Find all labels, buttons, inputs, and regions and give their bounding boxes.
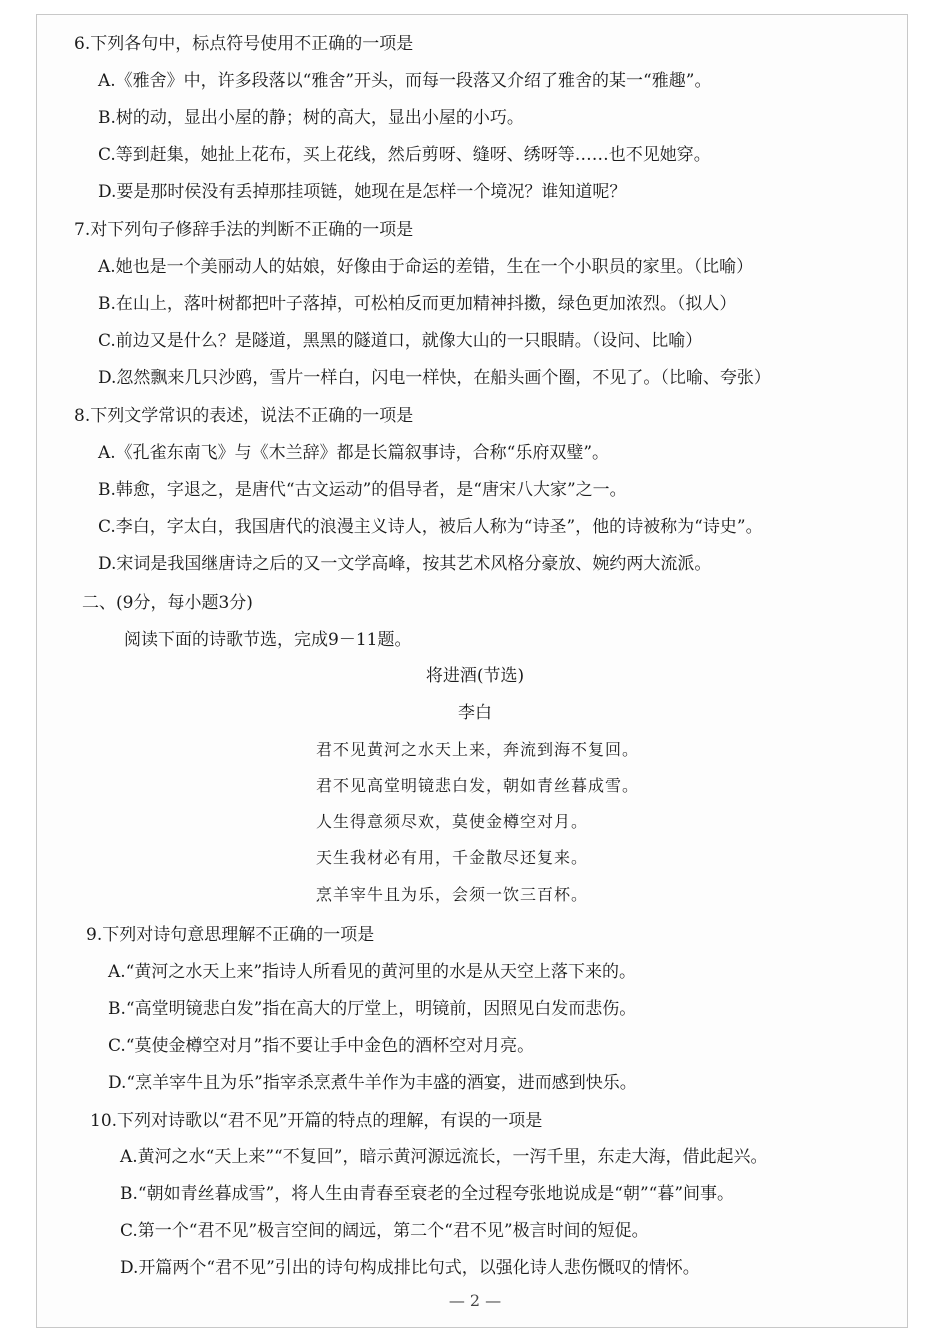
question-8-stem: 8.下列文学常识的表述，说法不正确的一项是 (74, 406, 414, 426)
question-9-option-a: A.“黄河之水天上来”指诗人所看见的黄河里的水是从天空上落下来的。 (108, 962, 637, 982)
page-number: — 2 — (448, 1291, 502, 1310)
question-7-option-c: C.前边又是什么？是隧道，黑黑的隧道口，就像大山的一只眼睛。（设问、比喻） (98, 331, 703, 351)
section-2-instruction: 阅读下面的诗歌节选，完成9－11题。 (124, 630, 412, 650)
poem-line: 烹羊宰牛且为乐，会须一饮三百杯。 (316, 885, 589, 904)
question-7-option-b: B.在山上，落叶树都把叶子落掉，可松柏反而更加精神抖擞，绿色更加浓烈。（拟人） (98, 294, 737, 314)
question-10-stem: 10.下列对诗歌以“君不见”开篇的特点的理解，有误的一项是 (90, 1111, 543, 1131)
question-9-stem: 9.下列对诗句意思理解不正确的一项是 (86, 925, 375, 945)
poem-line: 君不见高堂明镜悲白发，朝如青丝暮成雪。 (316, 776, 640, 795)
section-2-heading: 二、(9分，每小题3分) (82, 593, 253, 613)
question-9-option-b: B.“高堂明镜悲白发”指在高大的厅堂上，明镜前，因照见白发而悲伤。 (108, 999, 637, 1019)
question-7-stem: 7.对下列句子修辞手法的判断不正确的一项是 (74, 220, 414, 240)
question-6-option-c: C.等到赶集，她扯上花布，买上花线，然后剪呀、缝呀、绣呀等……也不见她穿。 (98, 145, 711, 165)
poem-title: 将进酒(节选) (425, 666, 525, 686)
question-8-option-a: A.《孔雀东南飞》与《木兰辞》都是长篇叙事诗，合称“乐府双璧”。 (98, 443, 610, 463)
question-6-option-d: D.要是那时侯没有丢掉那挂项链，她现在是怎样一个境况？谁知道呢？ (98, 182, 627, 202)
question-8-option-b: B.韩愈，字退之，是唐代“古文运动”的倡导者，是“唐宋八大家”之一。 (98, 480, 627, 500)
question-10-option-b: B.“朝如青丝暮成雪”，将人生由青春至衰老的全过程夸张地说成是“朝”“暮”间事。 (120, 1184, 735, 1204)
poem-author: 李白 (458, 703, 492, 723)
question-10-option-c: C.第一个“君不见”极言空间的阔远，第二个“君不见”极言时间的短促。 (120, 1221, 649, 1241)
poem-line: 人生得意须尽欢，莫使金樽空对月。 (316, 812, 589, 831)
poem-line: 天生我材必有用，千金散尽还复来。 (316, 848, 589, 867)
question-7-option-a: A.她也是一个美丽动人的姑娘，好像由于命运的差错，生在一个小职员的家里。（比喻） (98, 257, 754, 277)
question-6-stem: 6.下列各句中，标点符号使用不正确的一项是 (74, 34, 414, 54)
question-9-option-d: D.“烹羊宰牛且为乐”指宰杀烹煮牛羊作为丰盛的酒宴，进而感到快乐。 (108, 1073, 637, 1093)
question-9-option-c: C.“莫使金樽空对月”指不要让手中金色的酒杯空对月亮。 (108, 1036, 535, 1056)
question-6-option-b: B.树的动，显出小屋的静；树的高大，显出小屋的小巧。 (98, 108, 524, 128)
question-6-option-a: A.《雅舍》中，许多段落以“雅舍”开头，而每一段落又介绍了雅舍的某一“雅趣”。 (98, 71, 712, 91)
poem-line: 君不见黄河之水天上来，奔流到海不复回。 (316, 740, 640, 759)
question-8-option-c: C.李白，字太白，我国唐代的浪漫主义诗人，被后人称为“诗圣”，他的诗被称为“诗史”。 (98, 517, 763, 537)
question-10-option-a: A.黄河之水“天上来”“不复回”，暗示黄河源远流长，一泻千里，东走大海，借此起兴。 (120, 1147, 768, 1167)
question-8-option-d: D.宋词是我国继唐诗之后的又一文学高峰，按其艺术风格分豪放、婉约两大流派。 (98, 554, 712, 574)
question-10-option-d: D.开篇两个“君不见”引出的诗句构成排比句式，以强化诗人悲伤慨叹的情怀。 (120, 1258, 700, 1278)
question-7-option-d: D.忽然飘来几只沙鸥，雪片一样白，闪电一样快，在船头画个圈，不见了。（比喻、夸张） (98, 368, 771, 388)
